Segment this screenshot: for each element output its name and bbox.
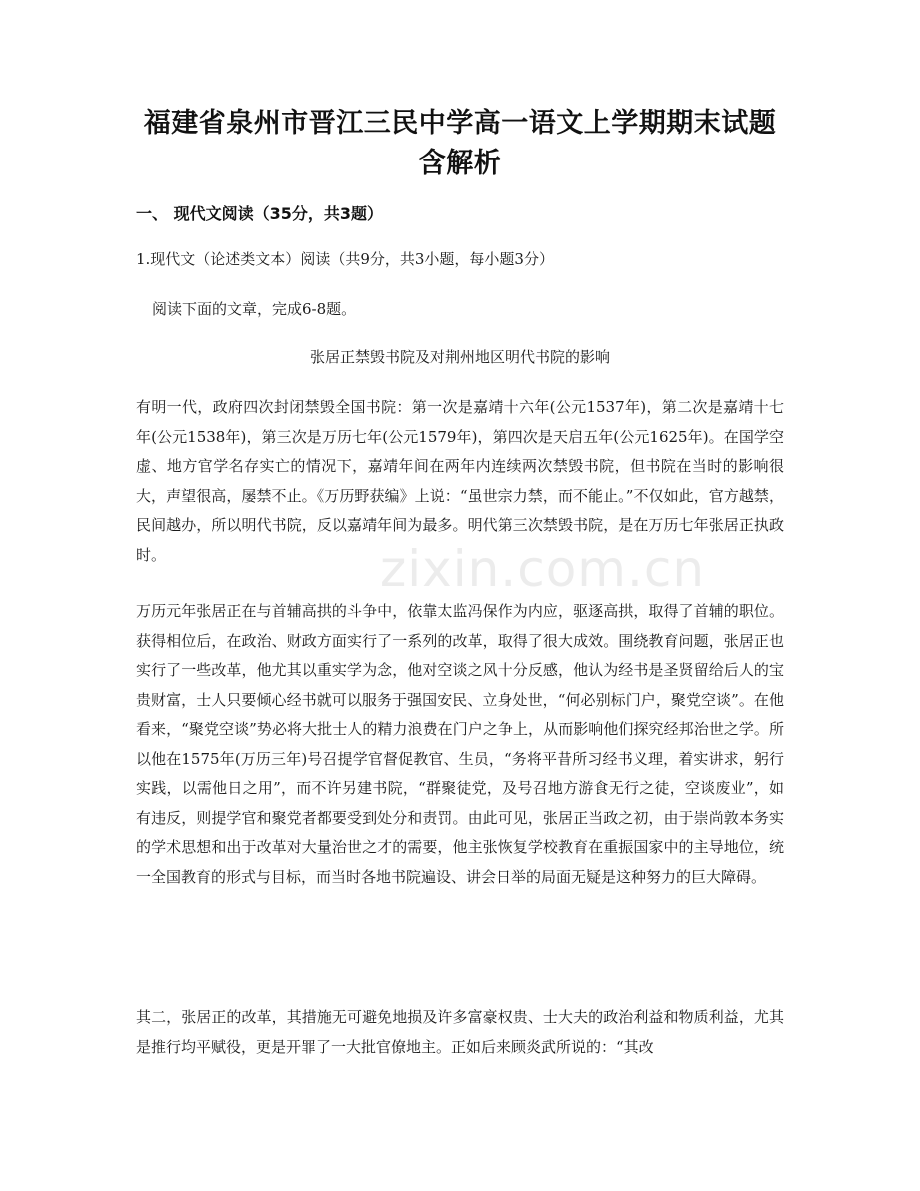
paragraph-1: 有明一代，政府四次封闭禁毁全国书院：第一次是嘉靖十六年(公元1537年)，第二次是嘉靖十七年(公元1538年)，第三次是万历七年(公元1579年)，第四次是天启五年(公元1625年)。在国学空虚、地方官学名存实亡的情况下，嘉靖年间在两年内连续两次禁毁书院，但书院在当时的影响很大，声望很高，屡禁不止。《万历野获编》上说：“虽世宗力禁，而不能止。”不仅如此，官方越禁，民间越办，所以明代书院，反以嘉靖年间为最多。明代第三次禁毁书院，是在万历七年张居正执政时。 xyxy=(136,398,784,564)
paragraph-3: 其二，张居正的改革，其措施无可避免地损及许多富豪权贵、士大夫的政治利益和物质利益，尤其是推行均平赋役，更是开罪了一大批官僚地主。正如后来顾炎武所说的：“其改 xyxy=(136,1008,784,1056)
paragraph-2: 万历元年张居正在与首辅高拱的斗争中，依靠太监冯保作为内应，驱逐高拱，取得了首辅的职位。获得相位后，在政治、财政方面实行了一系列的改革，取得了很大成效。围绕教育问题，张居正也实行了一些改革，他尤其以重实学为念，他对空谈之风十分反感，他认为经书是圣贤留给后人的宝贵财富，士人只要倾心经书就可以服务于强国安民、立身处世，“何必别标门户，聚党空谈”。在他看来，“聚党空谈”势必将大批士人的精力浪费在门户之争上，从而影响他们探究经邦治世之学。所以他在1575年(万历三年)号召提学官督促教官、生员，“务将平昔所习经书义理，着实讲求，躬行实践，以需他日之用”，而不许另建书院，“群聚徒党，及号召地方游食无行之徒，空谈废业”，如有违反，则提学官和聚党者都要受到处分和责罚。由此可见，张居正当政之初，由于崇尚敦本务实的学术思想和出于改革对大量治世之才的需要，他主张恢复学校教育在重振国家中的主导地位，统一全国教育的形式与目标，而当时各地书院遍设、讲会日举的局面无疑是这种努力的巨大障碍。 xyxy=(136,602,784,886)
article-title: 张居正禁毁书院及对荆州地区明代书院的影响 xyxy=(309,348,610,366)
reading-instruction: 阅读下面的文章，完成6-8题。 xyxy=(152,300,357,318)
question-1: 1.现代文（论述类文本）阅读（共9分，共3小题，每小题3分） xyxy=(136,250,554,268)
watermark: zixin.com.cn xyxy=(380,540,706,598)
document-title xyxy=(0,104,920,184)
title-line-2: 含解析 xyxy=(418,148,502,179)
section-heading: 一、 现代文阅读（35分，共3题） xyxy=(136,204,383,223)
title-line-1: 福建省泉州市晋江三民中学高一语文上学期期末试题 xyxy=(143,108,777,139)
